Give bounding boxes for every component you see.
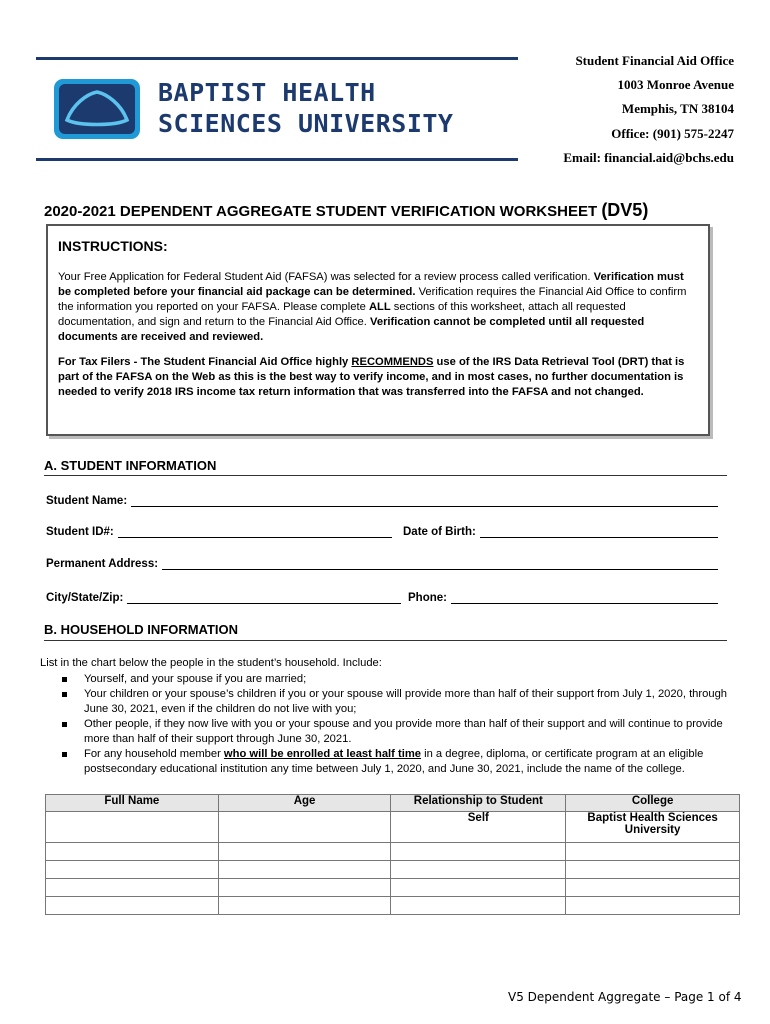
household-bullet-list [62, 672, 727, 777]
bullet-text: in a degree, diploma, or certificate program at an eligible postsecondary educational institution any time between July 1, 2020, and June 30, 2021, include the name of the college. [84, 748, 704, 775]
relationship-cell[interactable] [391, 897, 566, 915]
address-line[interactable] [162, 557, 718, 570]
inst-bold-text: ALL [368, 301, 391, 313]
table-row [46, 897, 740, 915]
household-intro: List in the chart below the people in the student’s household. Include: [40, 657, 382, 669]
worksheet-title-text: 2020-2021 DEPENDENT AGGREGATE STUDENT VERIFICATION WORKSHEET [44, 203, 602, 220]
section-b-heading: B. HOUSEHOLD INFORMATION [44, 622, 239, 637]
relationship-cell[interactable] [391, 843, 566, 861]
college-cell[interactable] [566, 843, 740, 861]
logo-top-rule [36, 57, 518, 60]
inst-text: Your Free Application for Federal Student Aid (FAFSA) was selected for a review process called verification. [58, 271, 594, 283]
address-label: Permanent Address: [46, 558, 159, 570]
col-header-age: Age [218, 795, 391, 812]
logo-bottom-rule [36, 158, 518, 161]
household-table [45, 794, 740, 915]
full-name-cell[interactable] [46, 812, 219, 843]
full-name-cell[interactable] [46, 843, 219, 861]
logo-line-2: SCIENCES UNIVERSITY [158, 109, 454, 138]
relationship-cell[interactable] [391, 861, 566, 879]
worksheet-title [44, 200, 648, 221]
list-item [62, 747, 727, 777]
bullet-square-icon [62, 692, 67, 697]
dob-line[interactable] [480, 525, 718, 538]
worksheet-code: (DV5) [601, 200, 649, 220]
table-row [46, 843, 740, 861]
logo-line-1: BAPTIST HEALTH [158, 78, 376, 107]
city-state-zip-label: City/State/Zip: [46, 592, 124, 604]
age-cell[interactable] [218, 861, 391, 879]
phone-label: Phone: [408, 592, 447, 604]
full-name-cell[interactable] [46, 861, 219, 879]
student-id-field[interactable] [46, 525, 392, 538]
relationship-cell[interactable] [391, 879, 566, 897]
instructions-heading: INSTRUCTIONS: [58, 238, 168, 254]
bullet-text: Other people, if they now live with you or your spouse and you provide more than half of their support and will continue to provide more than half of their support through June 30, 2021. [84, 718, 723, 745]
city-state-zip-field[interactable] [46, 591, 401, 604]
address-field[interactable] [46, 557, 718, 570]
university-shield-icon [53, 78, 141, 140]
table-row [46, 861, 740, 879]
inst-text: sections of this worksheet, attach all requested documentation, and sign and return to the Financial Aid Office. [58, 301, 626, 328]
student-id-label: Student ID#: [46, 526, 114, 538]
student-name-line[interactable] [131, 494, 718, 507]
bullet-text: Yourself, and your spouse if you are married; [84, 673, 307, 685]
section-a-heading: A. STUDENT INFORMATION [44, 458, 217, 473]
col-header-full-name: Full Name [46, 795, 219, 812]
age-cell[interactable] [218, 843, 391, 861]
phone-field[interactable] [408, 591, 718, 604]
table-row [46, 879, 740, 897]
bullet-square-icon [62, 752, 67, 757]
full-name-cell[interactable] [46, 897, 219, 915]
page-footer: V5 Dependent Aggregate – Page 1 of 4 [508, 990, 742, 1004]
office-name: Student Financial Aid Office [575, 53, 734, 68]
bullet-square-icon [62, 677, 67, 682]
college-cell[interactable] [566, 897, 740, 915]
inst-underline-text: RECOMMENDS [351, 356, 434, 368]
col-header-college: College [566, 795, 740, 812]
dob-field[interactable] [403, 525, 718, 538]
student-name-field[interactable] [46, 494, 718, 507]
college-cell[interactable]: Baptist Health Sciences University [566, 812, 740, 843]
table-row [46, 812, 740, 843]
list-item [62, 672, 727, 687]
instructions-paragraph-2 [58, 355, 698, 400]
office-city: Memphis, TN 38104 [621, 101, 734, 116]
dob-label: Date of Birth: [403, 526, 476, 538]
inst-bold-text: Verification cannot be completed until all requested documents are received and reviewed. [58, 316, 645, 343]
college-cell[interactable] [566, 879, 740, 897]
instructions-paragraph-1 [58, 270, 698, 345]
college-cell[interactable] [566, 861, 740, 879]
bullet-text: For any household member [84, 748, 224, 760]
inst-text: Verification requires the Financial Aid Office to confirm the information you reported on your FAFSA. Please complete [58, 286, 687, 313]
inst-text: use of the IRS Data Retrieval Tool (DRT) that is part of the FAFSA on the Web as this is the best way to verify income, and in most cases, no further documentation is needed to verify 2018 IRS income tax return information that was transferred into the FAFSA and not changed. [58, 356, 685, 398]
student-id-line[interactable] [118, 525, 392, 538]
office-phone: Office: (901) 575-2247 [611, 126, 734, 141]
list-item [62, 687, 727, 717]
full-name-cell[interactable] [46, 879, 219, 897]
bullet-emphasis-text: who will be enrolled at least half time [223, 748, 421, 760]
phone-line[interactable] [451, 591, 718, 604]
city-state-zip-line[interactable] [127, 591, 401, 604]
list-item [62, 717, 727, 747]
section-a-rule [44, 475, 727, 476]
bullet-text: Your children or your spouse’s children if you or your spouse will provide more than half of their support from July 1, 2020, through June 30, 2021, even if the children do not live with you; [84, 688, 728, 715]
office-street: 1003 Monroe Avenue [617, 77, 734, 92]
inst-bold-text: Verification must be completed before your financial aid package can be determined. [58, 271, 684, 298]
col-header-relationship: Relationship to Student [391, 795, 566, 812]
instructions-box [46, 224, 710, 436]
age-cell[interactable] [218, 897, 391, 915]
student-name-label: Student Name: [46, 495, 128, 507]
office-email: Email: financial.aid@bchs.edu [563, 150, 734, 165]
relationship-cell[interactable]: Self [391, 812, 566, 843]
bullet-square-icon [62, 722, 67, 727]
section-b-rule [44, 640, 727, 641]
age-cell[interactable] [218, 812, 391, 843]
age-cell[interactable] [218, 879, 391, 897]
inst-text: For Tax Filers - The Student Financial Aid Office highly [58, 356, 352, 368]
table-header-row [46, 795, 740, 812]
